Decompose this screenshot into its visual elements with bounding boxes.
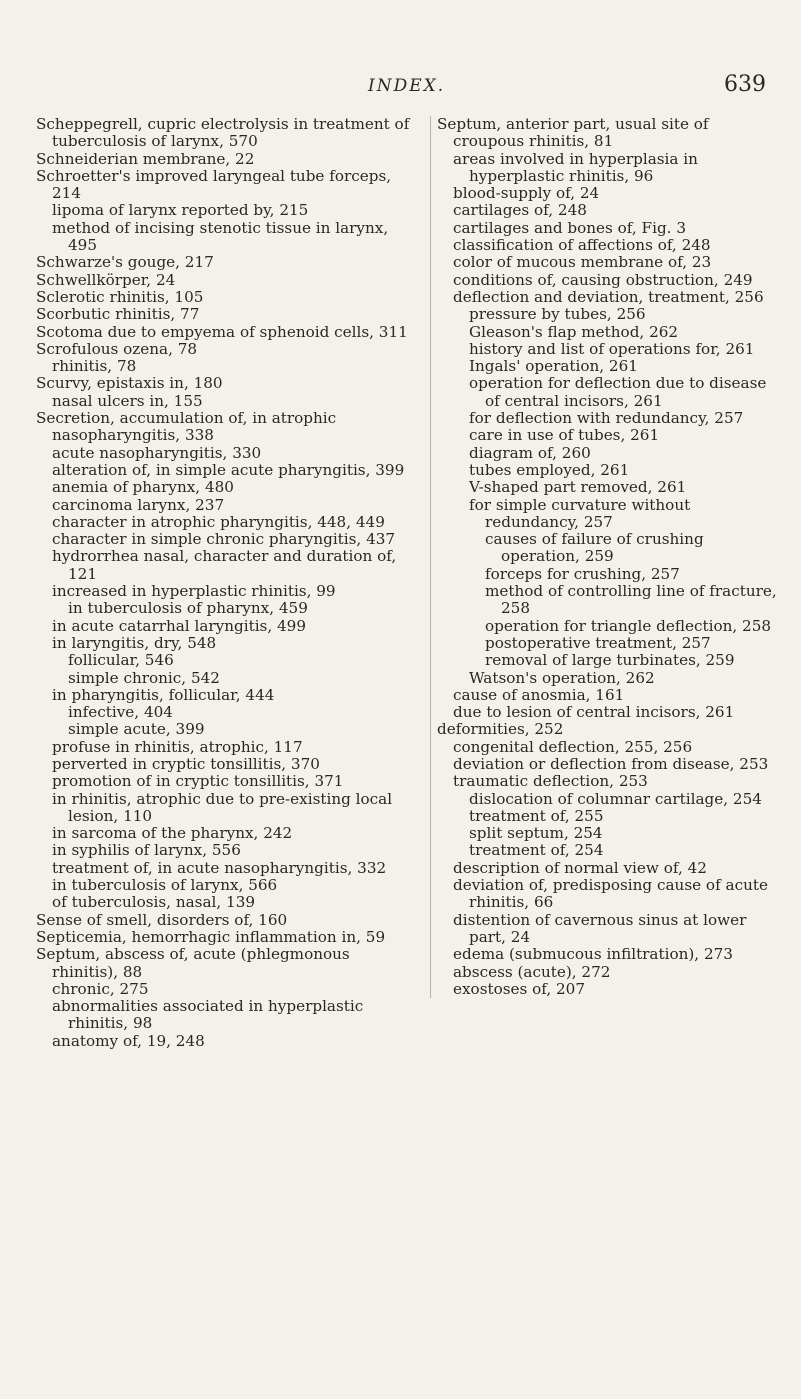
index-entry: treatment of, in acute nasopharyngitis, 332 — [52, 858, 387, 877]
index-entry: postoperative treatment, 257 — [485, 633, 711, 652]
index-entry: in pharyngitis, follicular, 444 — [52, 685, 275, 704]
index-entry: treatment of, 254 — [469, 841, 604, 860]
index-entry: pressure by tubes, 256 — [469, 305, 646, 324]
index-entry: method of controlling line of fracture, 258 — [485, 582, 777, 618]
index-entry: simple chronic, 542 — [68, 668, 220, 687]
page-number: 639 — [724, 72, 766, 97]
index-entry: split septum, 254 — [469, 824, 603, 843]
index-entry: diagram of, 260 — [469, 443, 591, 462]
index-entry: edema (submucous infiltration), 273 — [453, 945, 733, 964]
index-entry: Sclerotic rhinitis, 105 — [36, 287, 204, 306]
index-entry: method of incising stenotic tissue in larynx, 495 — [52, 218, 389, 255]
index-entry: nasal ulcers in, 155 — [52, 391, 203, 410]
index-entry: Scotoma due to empyema of sphenoid cells, 311 — [36, 322, 408, 341]
index-entry: Scheppegrell, cupric electrolysis in treatment of tuberculosis of larynx, 570 — [36, 115, 410, 151]
left-index-column — [36, 116, 418, 1050]
index-entry: Schwellkörper, 24 — [36, 270, 176, 289]
index-entry: abnormalities associated in hyperplastic rhinitis, 98 — [52, 997, 364, 1033]
index-entry: character in simple chronic pharyngitis, 437 — [52, 530, 396, 549]
index-entry: abscess (acute), 272 — [453, 962, 611, 981]
index-entry: cause of anosmia, 161 — [453, 685, 625, 704]
index-entry: deflection and deviation, treatment, 256 — [453, 287, 764, 306]
index-entry: carcinoma larynx, 237 — [52, 495, 225, 514]
index-entry: rhinitis, 78 — [52, 357, 137, 376]
index-entry: V-shaped part removed, 261 — [469, 478, 687, 497]
right-index-column — [430, 116, 782, 998]
index-entry: Ingals' operation, 261 — [469, 357, 638, 376]
index-entry: alteration of, in simple acute pharyngitis, 399 — [52, 460, 405, 479]
index-entry: exostoses of, 207 — [453, 979, 586, 998]
index-entry: in syphilis of larynx, 556 — [52, 841, 241, 860]
index-entry: Secretion, accumulation of, in atrophic nasopharyngitis, 338 — [36, 409, 337, 445]
index-entry: cartilages of, 248 — [453, 201, 587, 220]
index-entry: Septum, abscess of, acute (phlegmonous rhinitis), 88 — [36, 945, 350, 981]
index-entry: Scurvy, epistaxis in, 180 — [36, 374, 223, 393]
index-entry: anemia of pharynx, 480 — [52, 478, 234, 497]
index-entry: distention of cavernous sinus at lower part, 24 — [453, 910, 747, 946]
index-entry: deviation or deflection from disease, 253 — [453, 754, 769, 773]
index-entry: in tuberculosis of pharynx, 459 — [68, 599, 308, 618]
index-entry: operation for deflection due to disease of central incisors, 261 — [469, 374, 767, 410]
index-entry: conditions of, causing obstruction, 249 — [453, 270, 753, 289]
index-entry: due to lesion of central incisors, 261 — [453, 703, 735, 722]
index-entry: perverted in cryptic tonsillitis, 370 — [52, 754, 320, 773]
index-entry: of tuberculosis, nasal, 139 — [52, 893, 256, 912]
index-entry: in acute catarrhal laryngitis, 499 — [52, 616, 306, 635]
index-entry: color of mucous membrane of, 23 — [453, 253, 712, 272]
index-entry: in laryngitis, dry, 548 — [52, 633, 217, 652]
index-entry: lipoma of larynx reported by, 215 — [52, 201, 309, 220]
index-entry: Septicemia, hemorrhagic inflammation in, 59 — [36, 927, 386, 946]
index-entry: in rhinitis, atrophic due to pre-existing local lesion, 110 — [52, 789, 393, 825]
index-entry: Scorbutic rhinitis, 77 — [36, 305, 200, 324]
running-header: INDEX. — [368, 76, 446, 96]
index-entry: congenital deflection, 255, 256 — [453, 737, 693, 756]
index-entry: profuse in rhinitis, atrophic, 117 — [52, 737, 303, 756]
index-entry: tubes employed, 261 — [469, 460, 630, 479]
index-entry: hydrorrhea nasal, character and duration of, 121 — [52, 547, 397, 583]
index-entry: in sarcoma of the pharynx, 242 — [52, 824, 293, 843]
index-entry: acute nasopharyngitis, 330 — [52, 443, 262, 462]
index-entry: classification of affections of, 248 — [453, 236, 711, 255]
index-entry: in tuberculosis of larynx, 566 — [52, 876, 278, 895]
index-entry: follicular, 546 — [68, 651, 174, 670]
index-entry: forceps for crushing, 257 — [485, 564, 680, 583]
index-entry: areas involved in hyperplasia in hyperplastic rhinitis, 96 — [453, 149, 698, 185]
index-entry: dislocation of columnar cartilage, 254 — [469, 789, 762, 808]
index-entry: Schwarze's gouge, 217 — [36, 253, 214, 272]
index-entry: Schroetter's improved laryngeal tube forceps, 214 — [36, 166, 392, 203]
index-entry: infective, 404 — [68, 703, 173, 722]
index-entry: character in atrophic pharyngitis, 448, 449 — [52, 512, 385, 531]
index-entry: deviation of, predisposing cause of acute rhinitis, 66 — [453, 876, 768, 912]
index-entry: history and list of operations for, 261 — [469, 339, 755, 358]
index-entry: Watson's operation, 262 — [469, 668, 655, 687]
index-entry: anatomy of, 19, 248 — [52, 1031, 205, 1050]
index-entry: treatment of, 255 — [469, 806, 604, 825]
index-entry: description of normal view of, 42 — [453, 858, 707, 877]
index-entry: for deflection with redundancy, 257 — [469, 409, 744, 428]
index-entry: increased in hyperplastic rhinitis, 99 — [52, 582, 336, 601]
index-entry: care in use of tubes, 261 — [469, 426, 660, 445]
index-entry: cartilages and bones of, Fig. 3 — [453, 218, 686, 237]
index-entry: Gleason's flap method, 262 — [469, 322, 679, 341]
index-entry: promotion of in cryptic tonsillitis, 371 — [52, 772, 344, 791]
index-entry: Schneiderian membrane, 22 — [36, 149, 255, 168]
index-entry: for simple curvature without redundancy, 257 — [469, 495, 691, 531]
index-entry: Sense of smell, disorders of, 160 — [36, 910, 288, 929]
index-entry: traumatic deflection, 253 — [453, 772, 648, 791]
index-entry: Septum, anterior part, usual site of croupous rhinitis, 81 — [437, 115, 709, 151]
index-entry: simple acute, 399 — [68, 720, 205, 739]
index-entry: Scrofulous ozena, 78 — [36, 339, 198, 358]
index-entry: removal of large turbinates, 259 — [485, 651, 735, 670]
index-entry: causes of failure of crushing operation, 259 — [485, 530, 704, 566]
index-entry: operation for triangle deflection, 258 — [485, 616, 772, 635]
index-entry: chronic, 275 — [52, 979, 149, 998]
index-entry: blood-supply of, 24 — [453, 184, 600, 203]
index-entry: deformities, 252 — [437, 720, 564, 739]
